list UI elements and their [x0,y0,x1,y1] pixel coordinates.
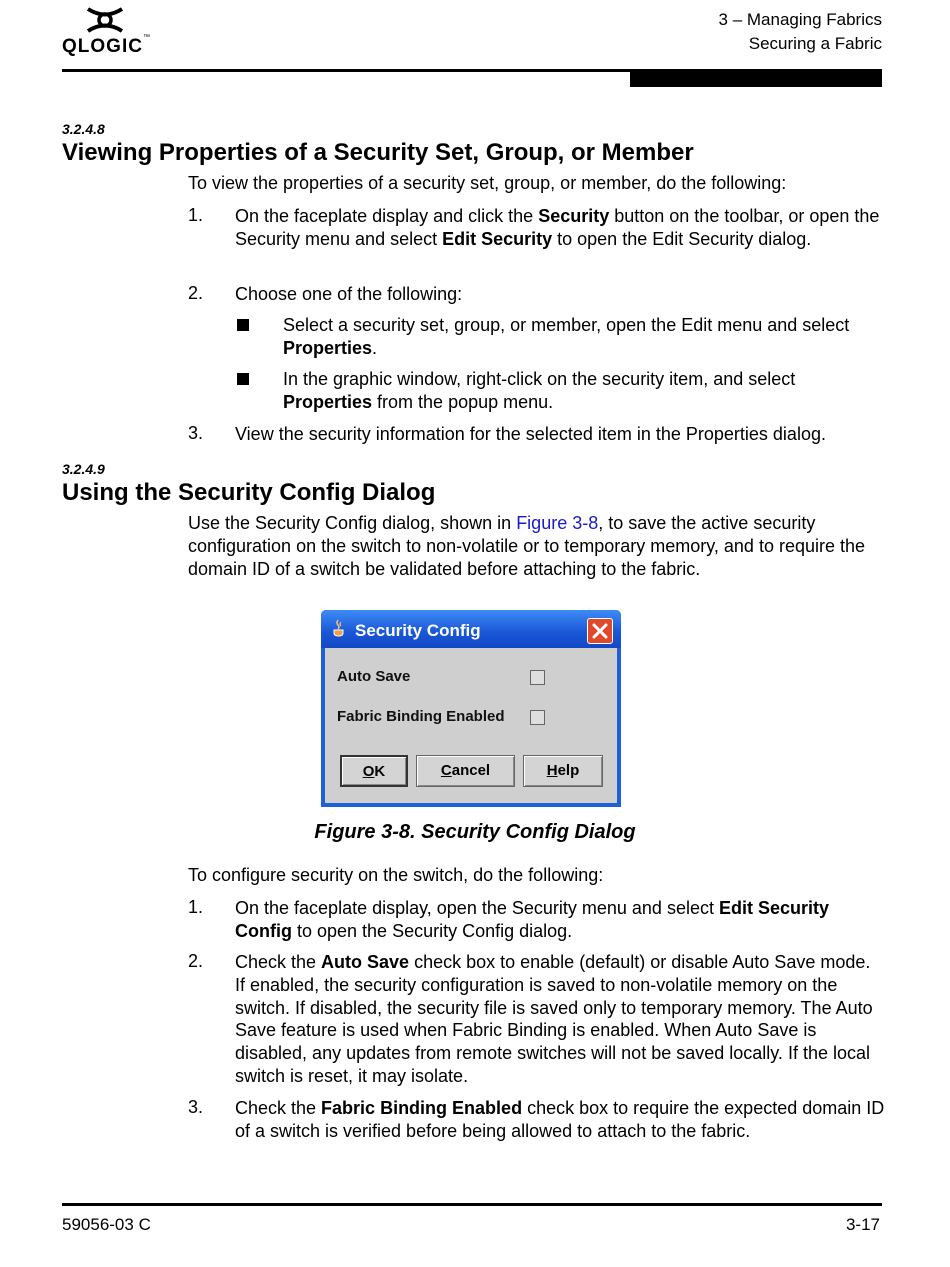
document-number: 59056-03 C [62,1215,151,1234]
step-number: 1. [188,897,204,917]
step-number: 1. [188,205,204,225]
dialog-title-bar [321,610,621,648]
page-number: 3-17 [845,1215,880,1234]
header-section: Securing a Fabric [748,34,882,53]
footer-rule [62,1203,882,1206]
step-text: View the security information for the selected item in the Properties dialog. [235,424,826,444]
bullet-text: Select a security set, group, or member, open the Edit menu and select Properties. [283,315,850,358]
step-text: Check the Fabric Binding Enabled check box to require the expected domain ID of a switch is verified before being allowed to attach to the fabric. [235,1098,885,1141]
section-intro: Use the Security Config dialog, shown in Figure 3-8, to save the active security configuration on the switch to non-volatile or to temporary memory, and to require the domain ID of a switch be validated before attaching to the fabric. [188,513,866,579]
cancel-button[interactable]: Cancel [416,755,515,787]
procedure-lead: To configure security on the switch, do the following: [188,865,604,885]
header-rule-block [630,72,882,87]
qlogic-logo-mark-icon [84,6,126,34]
step-text: On the faceplate display, open the Security menu and select Edit Security Config to open the Security Config dialog. [235,898,829,941]
fabric-binding-checkbox[interactable] [530,710,545,725]
security-config-dialog [321,610,621,807]
section-number: 3.2.4.9 [62,461,105,477]
dialog-body [325,648,617,803]
auto-save-label: Auto Save [337,668,411,685]
step-number: 2. [188,283,204,303]
section-heading: Using the Security Config Dialog [62,479,436,506]
bullet-square-icon [237,319,249,331]
figure-link[interactable]: Figure 3-8 [516,513,599,533]
dialog-title: Security Config [355,621,481,640]
help-button[interactable]: Help [523,755,603,787]
bullet-square-icon [237,373,249,385]
ok-button[interactable]: OK [340,755,408,787]
close-button[interactable] [587,618,613,644]
qlogic-logo [62,6,152,60]
auto-save-checkbox[interactable] [530,670,545,685]
java-cup-icon [331,618,347,638]
bullet-text: In the graphic window, right-click on the security item, and select Properties from the popup menu. [283,369,796,412]
section-intro: To view the properties of a security set, group, or member, do the following: [188,173,787,193]
figure-caption: Figure 3-8. Security Config Dialog [314,821,636,843]
step-number: 3. [188,1097,204,1117]
logo-wordmark: QLOGIC™ [62,34,151,57]
step-text: Choose one of the following: [235,284,463,304]
section-number: 3.2.4.8 [62,121,105,137]
step-text: Check the Auto Save check box to enable (default) or disable Auto Save mode. If enabled, the security configuration is saved to non-volatile memory on the switch. If disabled, the security file is saved only to temporary memory. The Auto Save feature is used when Fabric Binding is enabled. When Auto Save is disabled, any updates from remote switches will not be saved locally. If the local switch is reset, it may isolate. [235,952,873,1086]
step-text: On the faceplate display and click the Security button on the toolbar, or open the Security menu and select Edit Security to open the Edit Security dialog. [235,206,880,249]
header-chapter: 3 – Managing Fabrics [718,10,882,29]
step-number: 3. [188,423,204,443]
fabric-binding-label: Fabric Binding Enabled [337,708,505,725]
close-icon [588,619,612,643]
step-number: 2. [188,951,204,971]
section-heading: Viewing Properties of a Security Set, Group, or Member [62,139,694,166]
